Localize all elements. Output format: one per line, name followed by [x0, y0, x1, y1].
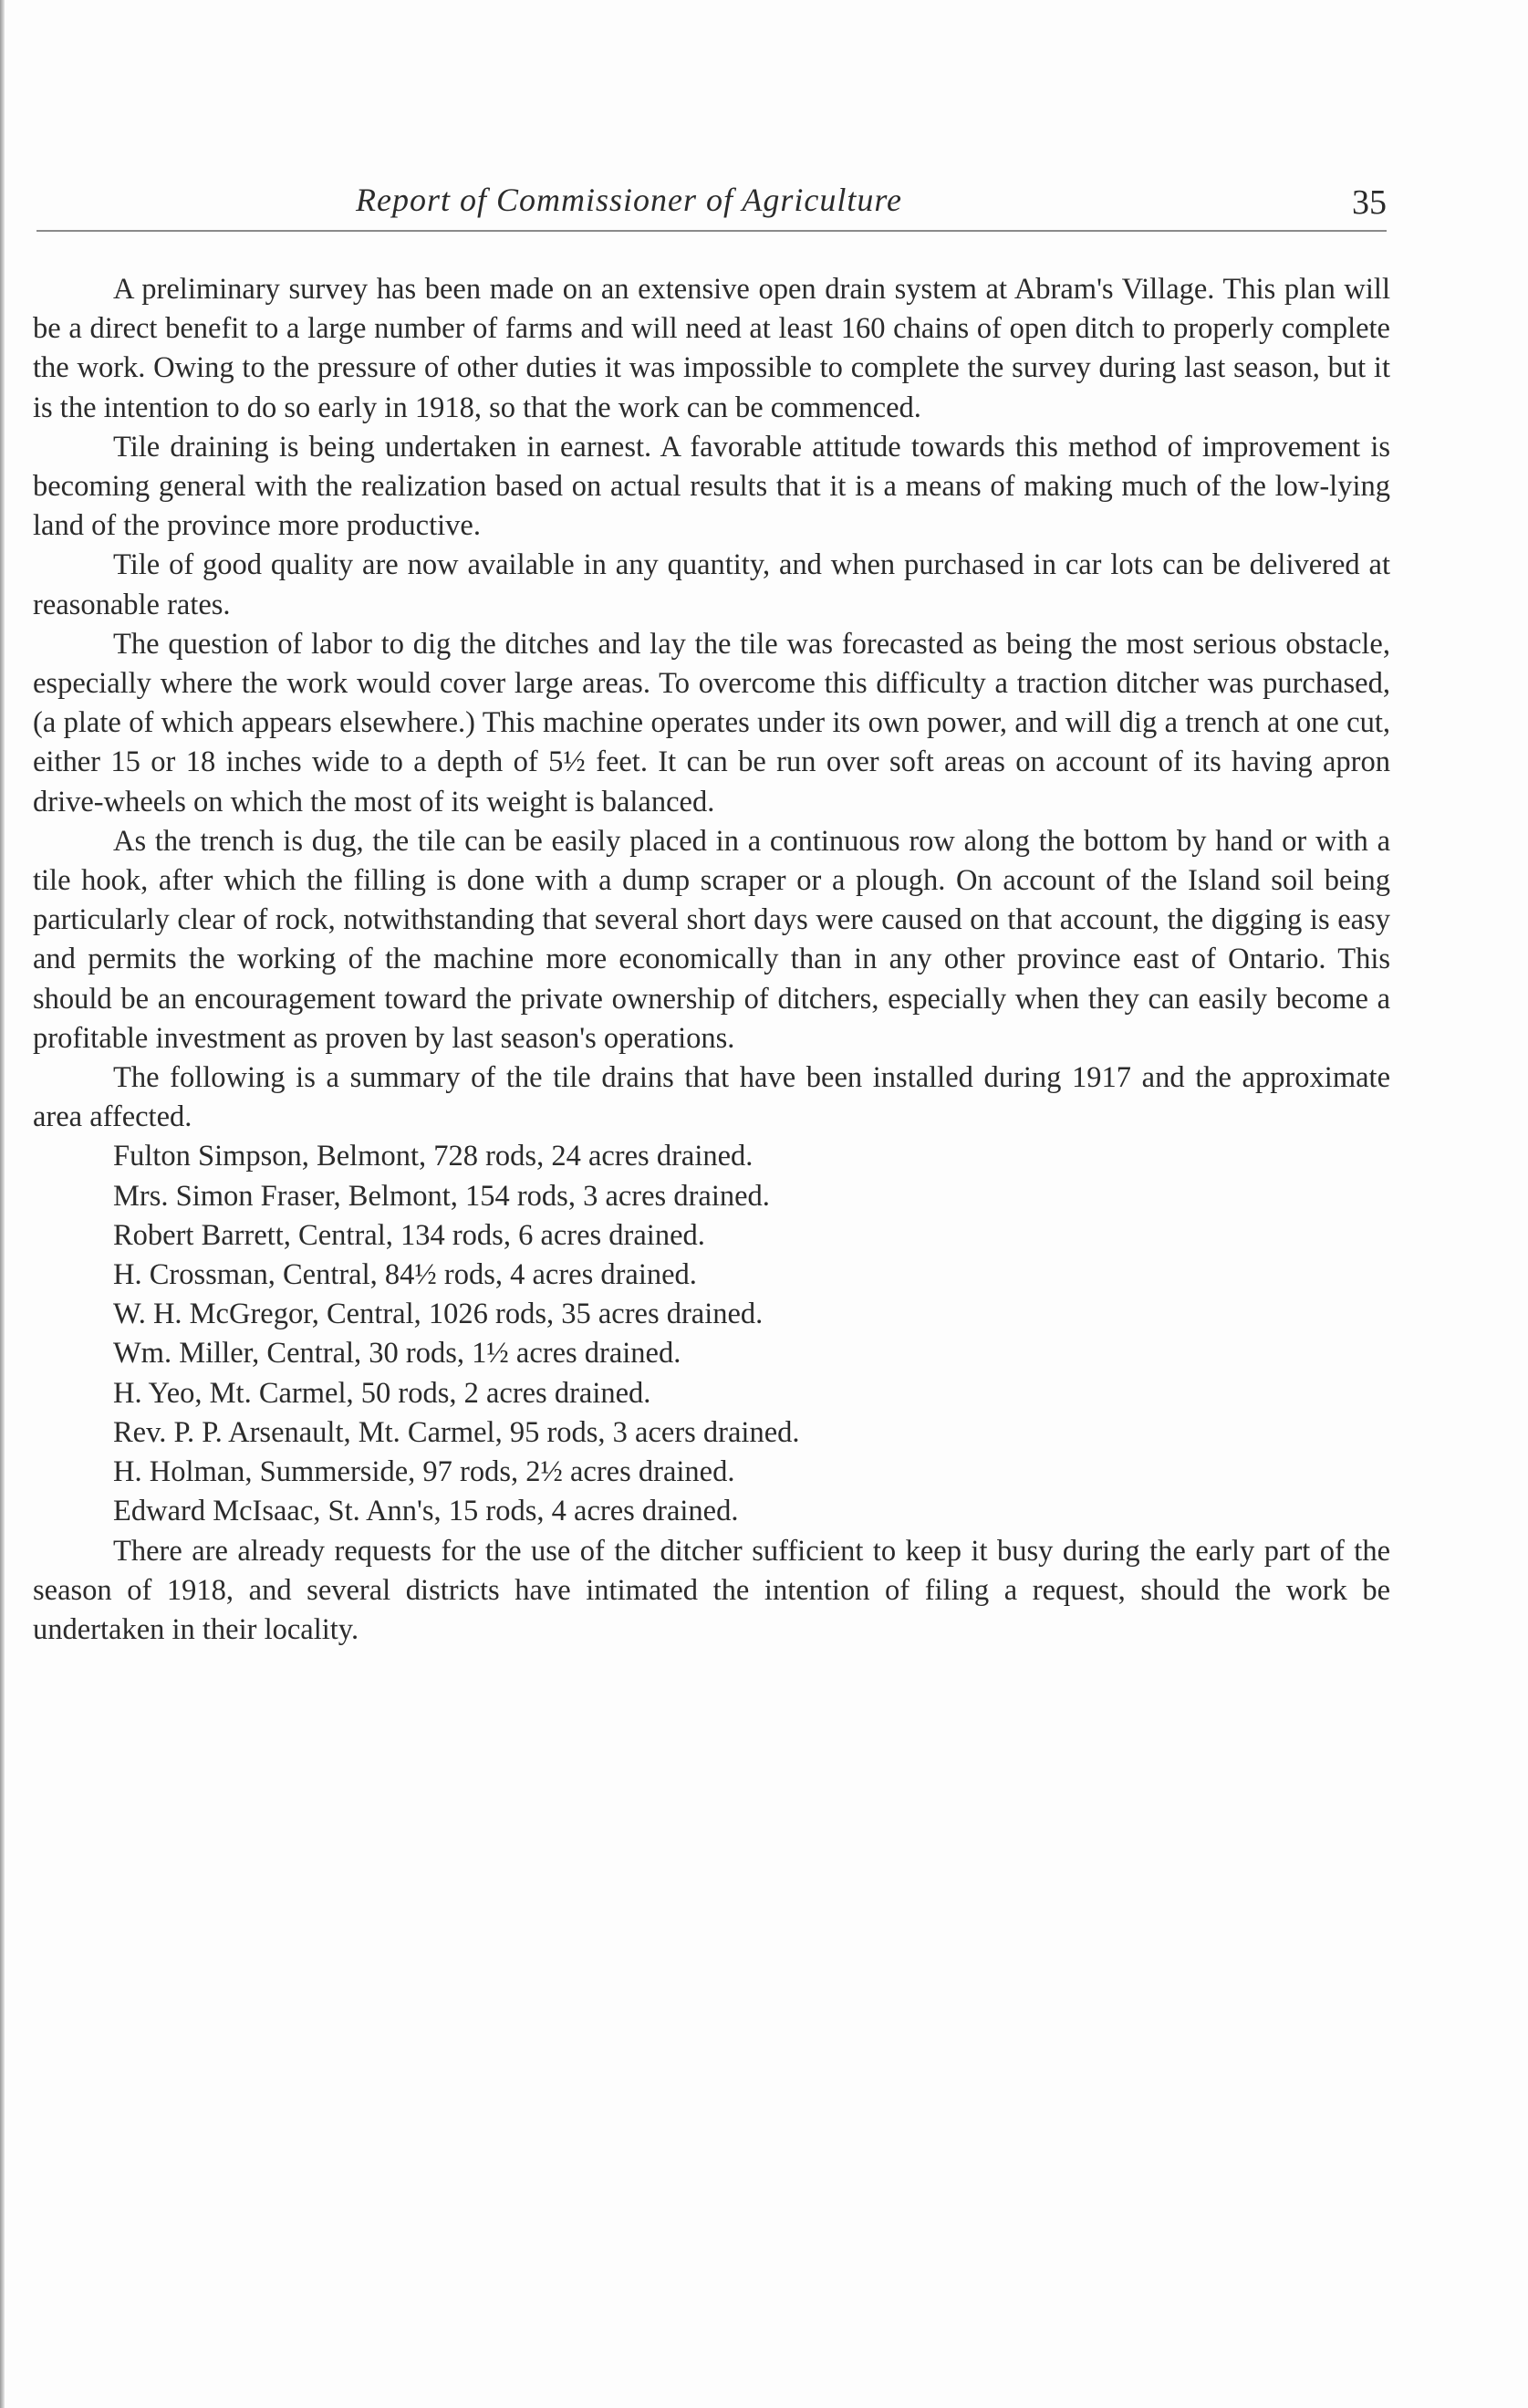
paragraph-tile-availability: Tile of good quality are now available in any quantity, and when purchased in car lots can be delivered at reasonable rates. [33, 548, 1390, 621]
list-item: Fulton Simpson, Belmont, 728 rods, 24 acres drained. [113, 1140, 754, 1173]
paragraph-traction-ditcher: The question of labor to dig the ditches and lay the tile was forecasted as being the most serious obstacle, especially where the work would cover large areas. To overcome this difficulty a traction ditcher was purchased, (a plate of which appears elsewhere.) This machine operates under its own power, and will dig a trench at one cut, either 15 or 18 inches wide to a depth of 5½ feet. It can be run over soft areas on account of its having apron drive-wheels on which the most of its weight is balanced. [33, 627, 1390, 818]
list-item: Wm. Miller, Central, 30 rods, 1½ acres drained. [113, 1337, 681, 1371]
tile-drain-list [33, 1137, 1390, 1531]
list-item: Rev. P. P. Arsenault, Mt. Carmel, 95 rods, 3 acers drained. [113, 1415, 800, 1449]
page-binding-edge [0, 0, 5, 2408]
running-header [274, 181, 1387, 228]
header-title: Report of Commissioner of Agriculture [356, 182, 902, 218]
list-item: H. Crossman, Central, 84½ rods, 4 acres drained. [113, 1258, 697, 1292]
paragraph-summary-intro: The following is a summary of the tile drains that have been installed during 1917 and the approximate area affected. [33, 1061, 1390, 1134]
list-item: H. Holman, Summerside, 97 rods, 2½ acres drained. [113, 1455, 735, 1489]
paragraph-open-drain-survey: A preliminary survey has been made on an extensive open drain system at Abram's Village. This plan will be a direct benefit to a large number of farms and will need at least 160 chains of open ditch to properly complete the work. Owing to the pressure of other duties it was impossible to complete the survey during last season, but it is the intention to do so early in 1918, so that the work can be commenced. [33, 273, 1390, 424]
paragraph-tile-draining: Tile draining is being undertaken in earnest. A favorable attitude towards this method of improvement is becoming general with the realization based on actual results that it is a means of making much of the low-lying land of the province more productive. [33, 430, 1390, 543]
paragraph-closing-requests: There are already requests for the use of the ditcher sufficient to keep it busy during the early part of the season of 1918, and several districts have intimated the intention of filing a request, should the work be undertaken in their locality. [33, 1534, 1390, 1646]
body-text [33, 270, 1390, 1650]
paragraph-trench-process: As the trench is dug, the tile can be easily placed in a continuous row along the bottom by hand or with a tile hook, after which the filling is done with a dump scraper or a plough. On account of the Island soil being particularly clear of rock, notwithstanding that several short days were caused on that account, the digging is easy and permits the working of the machine more economically than in any other province east of Ontario. This should be an encouragement toward the private ownership of ditchers, especially when they can easily become a profitable investment as proven by last season's operations. [33, 824, 1390, 1055]
list-item: Robert Barrett, Central, 134 rods, 6 acres drained. [113, 1218, 705, 1252]
header-rule [36, 230, 1387, 232]
list-item: H. Yeo, Mt. Carmel, 50 rods, 2 acres drained. [113, 1376, 651, 1410]
list-item: Mrs. Simon Fraser, Belmont, 154 rods, 3 acres drained. [113, 1179, 770, 1213]
page-number: 35 [1352, 183, 1387, 222]
list-item: W. H. McGregor, Central, 1026 rods, 35 acres drained. [113, 1298, 764, 1331]
list-item: Edward McIsaac, St. Ann's, 15 rods, 4 acres drained. [113, 1495, 739, 1528]
